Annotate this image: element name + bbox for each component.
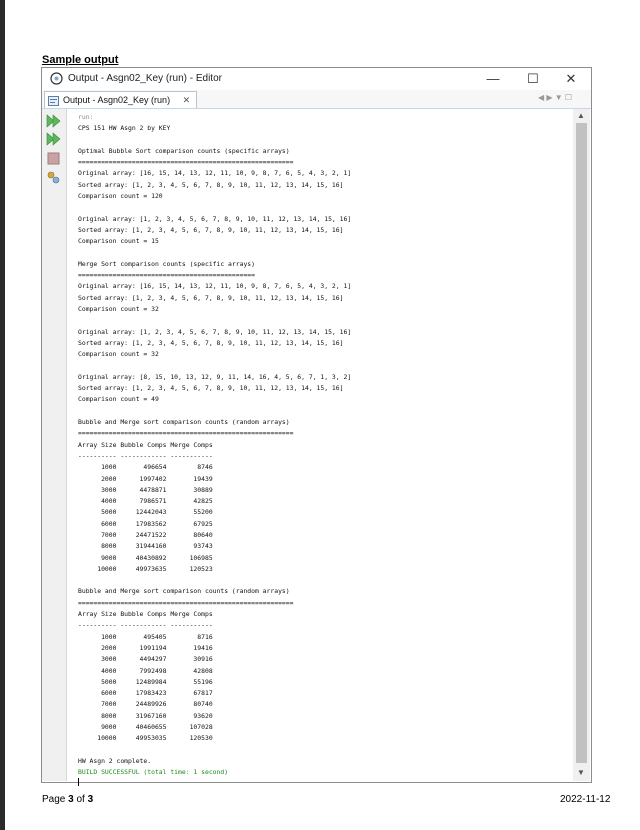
rerun-icon[interactable] [46, 132, 62, 146]
console-line: Comparison count = 49 [78, 395, 159, 404]
console-line: 7000 24471522 80640 [78, 530, 213, 539]
console-line: 4000 7992498 42808 [78, 666, 213, 675]
console-line: 6000 17983423 67817 [78, 689, 213, 698]
console-line: run: [78, 113, 94, 121]
tab-nav-icons[interactable]: ◀ ▶ ▼ ☐ [538, 93, 573, 102]
console-line: Original array: [16, 15, 14, 13, 12, 11, 10, 9, 8, 7, 6, 5, 4, 3, 2, 1] [78, 282, 352, 291]
console-line: Original array: [16, 15, 14, 13, 12, 11, 10, 9, 8, 7, 6, 5, 4, 3, 2, 1] [78, 169, 352, 178]
maximize-button[interactable]: ☐ [527, 71, 539, 86]
console-line: Sorted array: [1, 2, 3, 4, 5, 6, 7, 8, 9, 10, 11, 12, 13, 14, 15, 16] [78, 180, 344, 189]
tab-close-icon[interactable]: ✕ [182, 95, 191, 105]
console-line: Sorted array: [1, 2, 3, 4, 5, 6, 7, 8, 9, 10, 11, 12, 13, 14, 15, 16] [78, 384, 344, 393]
console-line: Merge Sort comparison counts (specific arrays) [78, 259, 255, 268]
console-line: Sorted array: [1, 2, 3, 4, 5, 6, 7, 8, 9, 10, 11, 12, 13, 14, 15, 16] [78, 293, 344, 302]
page-date: 2022-11-12 [560, 794, 611, 805]
close-button[interactable]: ✕ [565, 71, 577, 86]
console-line: 4000 7986571 42825 [78, 497, 213, 506]
console-line: 8000 31944160 93743 [78, 542, 213, 551]
console-line: Comparison count = 32 [78, 305, 159, 314]
page-left-edge [0, 0, 5, 830]
console-line: 10000 49973635 120523 [78, 564, 213, 573]
console-line: 1000 496654 8746 [78, 463, 213, 472]
console-line: Original array: [1, 2, 3, 4, 5, 6, 7, 8, 9, 10, 11, 12, 13, 14, 15, 16] [78, 327, 352, 336]
console-line: ======================================================== [78, 158, 294, 167]
console-line: Bubble and Merge sort comparison counts (random arrays) [78, 587, 290, 596]
console-line [78, 202, 570, 213]
netbeans-app-icon [50, 72, 63, 90]
console-line: 9000 40430892 106985 [78, 553, 213, 562]
console-line: Comparison count = 32 [78, 350, 159, 359]
window-titlebar[interactable] [42, 68, 591, 90]
console-line: 2000 1991194 19416 [78, 643, 213, 652]
console-line [78, 745, 570, 756]
settings-icon[interactable] [46, 171, 62, 185]
console-line: 5000 12489984 55196 [78, 677, 213, 686]
console-line: 10000 49953035 120530 [78, 734, 213, 743]
console-line: 7000 24489926 80740 [78, 700, 213, 709]
console-line: 1000 495405 8716 [78, 632, 213, 641]
console-line: Sorted array: [1, 2, 3, 4, 5, 6, 7, 8, 9, 10, 11, 12, 13, 14, 15, 16] [78, 338, 344, 347]
console-output[interactable] [78, 112, 570, 780]
console-line: 2000 1997402 19439 [78, 474, 213, 483]
run-again-icon[interactable] [46, 114, 62, 128]
console-line: Comparison count = 15 [78, 237, 159, 246]
console-line [78, 575, 570, 586]
console-line: 3000 4478871 30889 [78, 485, 213, 494]
console-line [78, 406, 570, 417]
console-line [78, 248, 570, 259]
console-line: BUILD SUCCESSFUL (total time: 1 second) [78, 768, 229, 777]
window-title: Output - Asgn02_Key (run) - Editor [68, 73, 222, 84]
console-line: ======================================================== [78, 429, 294, 438]
console-line: 6000 17983562 67925 [78, 519, 213, 528]
console-line: Array Size Bubble Comps Merge Comps [78, 440, 213, 449]
tab-output[interactable] [44, 91, 197, 108]
console-line: 3000 4494297 30916 [78, 655, 213, 664]
tab-output-label: Output - Asgn02_Key (run) [63, 95, 171, 105]
console-line: 5000 12442043 55200 [78, 508, 213, 517]
console-line: ============================================== [78, 271, 255, 280]
output-window [41, 67, 592, 783]
scroll-down-icon[interactable]: ▼ [577, 768, 585, 777]
console-line: Bubble and Merge sort comparison counts (random arrays) [78, 418, 290, 427]
console-line: Original array: [1, 2, 3, 4, 5, 6, 7, 8, 9, 10, 11, 12, 13, 14, 15, 16] [78, 214, 352, 223]
console-line: 9000 40460655 107028 [78, 723, 213, 732]
stop-icon[interactable] [46, 152, 62, 166]
console-line [78, 315, 570, 326]
console-line: Sorted array: [1, 2, 3, 4, 5, 6, 7, 8, 9, 10, 11, 12, 13, 14, 15, 16] [78, 225, 344, 234]
console-line: ---------- ------------ ----------- [78, 621, 213, 630]
text-cursor [78, 778, 79, 786]
scroll-up-icon[interactable]: ▲ [577, 111, 585, 120]
console-line: Optimal Bubble Sort comparison counts (specific arrays) [78, 146, 290, 155]
console-line: CPS 151 HW Asgn 2 by KEY [78, 124, 171, 133]
console-line: 8000 31967160 93620 [78, 711, 213, 720]
page-number: Page 3 of 3 [42, 794, 94, 805]
console-line: ---------- ------------ ----------- [78, 451, 213, 460]
console-line: Comparison count = 120 [78, 192, 163, 201]
console-line: Original array: [8, 15, 10, 13, 12, 9, 11, 14, 16, 4, 5, 6, 7, 1, 3, 2] [78, 372, 352, 381]
output-toolbar [42, 109, 67, 781]
tab-bar [42, 90, 591, 109]
console-line: HW Asgn 2 complete. [78, 756, 152, 765]
minimize-button[interactable]: — [486, 71, 500, 86]
console-line [78, 135, 570, 146]
console-line: ======================================================== [78, 598, 294, 607]
scrollbar-thumb[interactable] [576, 123, 587, 763]
console-line: Array Size Bubble Comps Merge Comps [78, 610, 213, 619]
console-line [78, 361, 570, 372]
section-heading: Sample output [42, 54, 119, 66]
vertical-scrollbar[interactable] [573, 109, 590, 781]
